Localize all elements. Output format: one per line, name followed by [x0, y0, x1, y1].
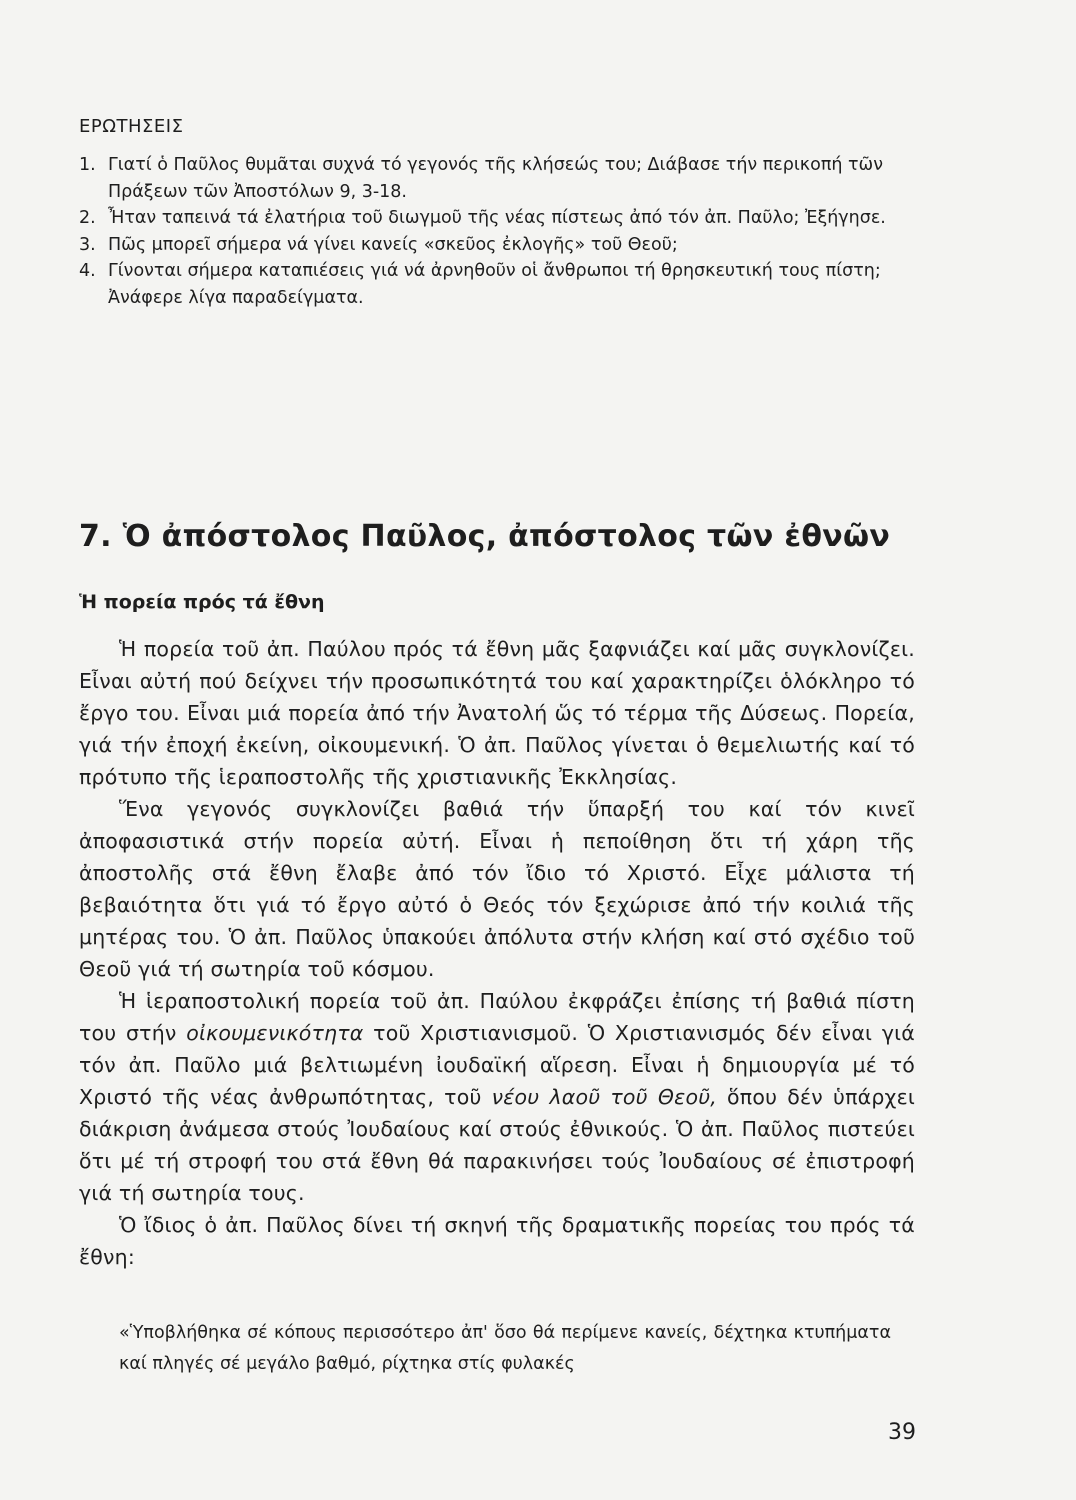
question-text: Γιατί ὁ Παῦλος θυμᾶται συχνά τό γεγονός τῆς κλήσεώς του; Διάβασε τήν περικοπή τῶν Πράξεων τῶν Ἀποστόλων 9, 3-18. [108, 155, 883, 202]
question-text: Πῶς μπορεῖ σήμερα νά γίνει κανείς «σκεῦος ἐκλογῆς» τοῦ Θεοῦ; [108, 234, 678, 255]
paragraph-3-italic-ecumenicity: οἰκουμενικότητα [186, 1021, 364, 1045]
questions-list [79, 152, 939, 311]
section-heading: Ἡ πορεία πρός τά ἔθνη [79, 591, 325, 613]
question-number: 3. [79, 234, 96, 255]
paragraph-3-part-a: Ἡ ἱεραποστολική πορεία τοῦ ἀπ. Παύλου ἐκφράζει ἐπίσης τή βαθιά πίστη του στήν [79, 989, 915, 1045]
question-number: 4. [79, 261, 96, 281]
question-number: 1. [79, 155, 96, 175]
paragraph-3-italic-new-people: νέου λαοῦ τοῦ Θεοῦ, [491, 1085, 717, 1109]
question-item [79, 258, 939, 311]
chapter-title: 7. Ὁ ἀπόστολος Παῦλος, ἀπόστολος τῶν ἐθνῶν [79, 519, 891, 554]
questions-heading: ΕΡΩΤΗΣΕΙΣ [79, 116, 184, 137]
paragraph-3 [79, 985, 915, 1209]
question-item [79, 152, 939, 205]
page-number: 39 [888, 1420, 916, 1445]
quote-block: «Ὑποβλήθηκα σέ κόπους περισσότερο ἀπ' ὅσο θά περίμενε κανείς, δέχτηκα κτυπήματα καί πληγές σέ μεγάλο βαθμό, ρίχτηκα στίς φυλακές [119, 1323, 891, 1374]
question-item [79, 232, 939, 259]
paragraph-2: Ἕνα γεγονός συγκλονίζει βαθιά τήν ὕπαρξή του καί τόν κινεῖ ἀποφασιστικά στήν πορεία αὐτή. Εἶναι ἡ πεποίθηση ὅτι τή χάρη τῆς ἀποστολῆς στά ἔθνη ἔλαβε ἀπό τόν ἴδιο τό Χριστό. Εἶχε μάλιστα τή βεβαιότητα ὅτι γιά τό ἔργο αὐτό ὁ Θεός τόν ξεχώρισε ἀπό τήν κοιλιά τῆς μητέρας του. Ὁ ἀπ. Παῦλος ὑπακούει ἀπόλυτα στήν κλήση καί στό σχέδιο τοῦ Θεοῦ γιά τή σωτηρία τοῦ κόσμου. [79, 797, 915, 981]
question-item [79, 205, 939, 232]
paragraph-4: Ὁ ἴδιος ὁ ἀπ. Παῦλος δίνει τή σκηνή τῆς δραματικῆς πορείας του πρός τά ἔθνη: [79, 1213, 915, 1269]
paragraph-3-part-e: ὅπου δέν ὑπάρχει διάκριση ἀνάμεσα στούς Ἰουδαίους καί στούς ἐθνικούς. Ὁ ἀπ. Παῦλος πιστεύει ὅτι μέ τή στροφή του στά ἔθνη θά παρακινήσει τούς Ἰουδαίους σέ ἐπιστροφή γιά τή σωτηρία τους. [79, 1085, 915, 1205]
paragraph-1: Ἡ πορεία τοῦ ἀπ. Παύλου πρός τά ἔθνη μᾶς ξαφνιάζει καί μᾶς συγκλονίζει. Εἶναι αὐτή πού δείχνει τήν προσωπικότητά του καί χαρακτηρίζει ὁλόκληρο τό ἔργο του. Εἶναι μιά πορεία ἀπό τήν Ἀνατολή ὥς τό τέρμα τῆς Δύσεως. Πορεία, γιά τήν ἐποχή ἐκείνη, οἰκουμενική. Ὁ ἀπ. Παῦλος γίνεται ὁ θεμελιωτής καί τό πρότυπο τῆς ἱεραποστολῆς τῆς χριστιανικῆς Ἐκκλησίας. [79, 637, 915, 789]
question-number: 2. [79, 208, 96, 228]
paragraph-3-part-c: τοῦ Χριστιανισμοῦ. Ὁ Χριστιανισμός δέν εἶναι γιά τόν ἀπ. Παῦλο μιά βελτιωμένη ἰουδαϊκή αἵρεση. Εἶναι ἡ δημιουργία μέ τό Χριστό τῆς νέας ἀνθρωπότητας, τοῦ [79, 1021, 915, 1109]
body-text [79, 633, 915, 1273]
question-text: Ἦταν ταπεινά τά ἐλατήρια τοῦ διωγμοῦ τῆς νέας πίστεως ἀπό τόν ἀπ. Παῦλο; Ἐξήγησε. [108, 208, 886, 228]
question-text: Γίνονται σήμερα καταπιέσεις γιά νά ἀρνηθοῦν οἱ ἄνθρωποι τή θρησκευτική τους πίστη; Ἀνάφερε λίγα παραδείγματα. [108, 261, 881, 308]
